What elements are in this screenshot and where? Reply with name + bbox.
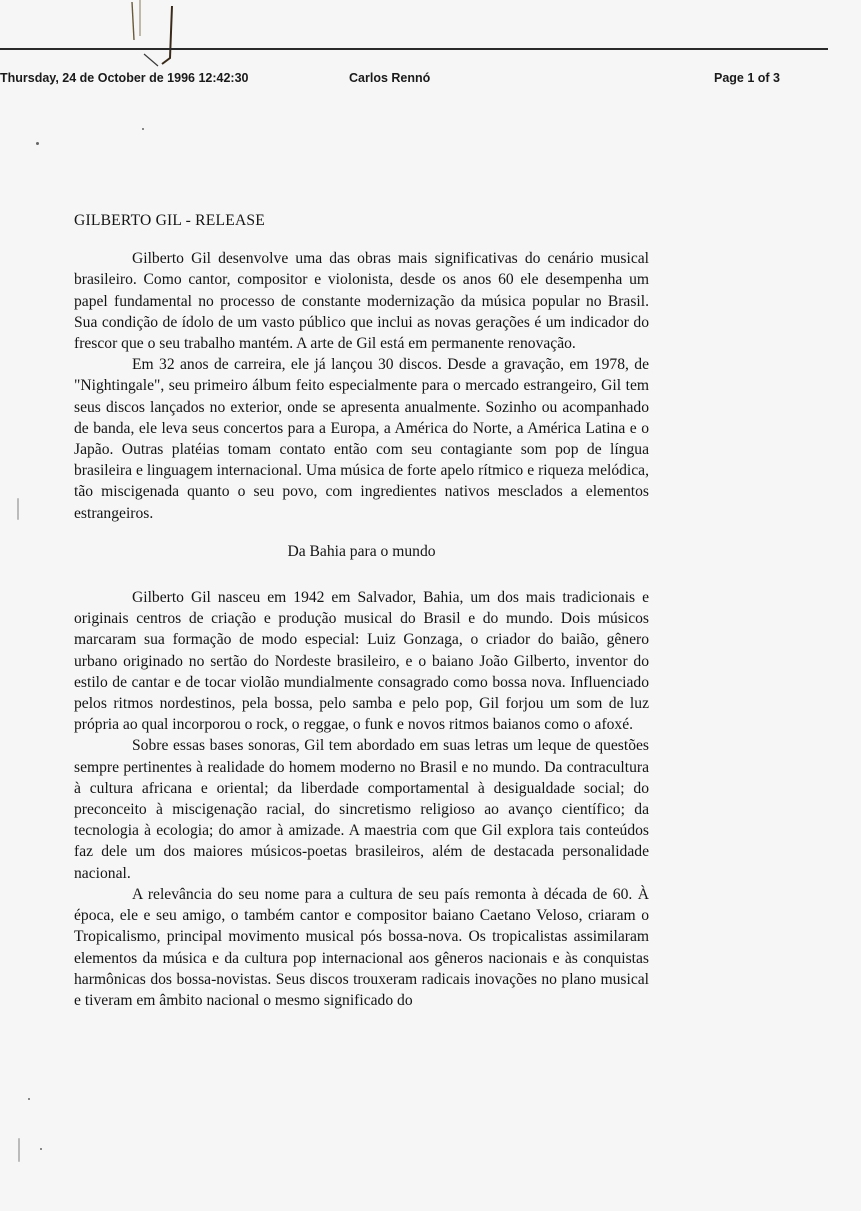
paragraph: Em 32 anos de carreira, ele já lançou 30 discos. Desde a gravação, em 1978, de "Nightingale", seu primeiro álbum feito especialmente para o mercado estrangeiro, Gil tem seus discos lançados no exterior, onde se apresenta anualmente. Sozinho ou acompanhado de banda, ele leva seus concertos para a Europa, a América do Norte, a América Latina e o Japão. Outras platéias tomam contato então com seu contagiante som pop de língua brasileira e linguagem internacional. Uma música de forte apelo rítmico e riqueza melódica, tão miscigenada quanto o seu povo, com ingredientes nativos mesclados a elementos estrangeiros.	[74, 356, 649, 522]
paragraph: Sobre essas bases sonoras, Gil tem abordado em suas letras um leque de questões sempre pertinentes à realidade do homem moderno no Brasil e no mundo. Da contracultura à cultura africana e oriental; da liberdade comportamental à desigualdade social; do preconceito à miscigenação racial, do sincretismo religioso ao avanço científico; da tecnologia à ecologia; do amor à amizade. A maestria com que Gil explora tais conteúdos faz dele um dos maiores músicos-poetas brasileiros, além de destacada personalidade nacional.	[74, 737, 649, 882]
paragraph: A relevância do seu nome para a cultura de seu país remonta à década de 60. À época, ele e seu amigo, o também cantor e compositor baiano Caetano Veloso, criaram o Tropicalismo, principal movimento musical pós bossa-nova. Os tropicalistas assimilaram elementos da música e da cultura pop internacional aos gêneros nacionais e às conquistas harmônicas dos bossa-novistas. Seus discos trouxeram radicais inovações no plano musical e tiveram em âmbito nacional o mesmo significado do	[74, 885, 649, 1009]
fax-date: Thursday, 24 de October de 1996 12:42:30	[0, 71, 249, 85]
scan-speck	[142, 128, 144, 130]
document-body	[74, 210, 649, 1011]
scan-speck	[17, 498, 19, 520]
paragraph: Gilberto Gil nasceu em 1942 em Salvador, Bahia, um dos mais tradicionais e originais centros de criação e produção musical do Brasil e do mundo. Dois músicos marcaram sua formação de modo especial: Luiz Gonzaga, o criador do baião, gênero urbano originado no sertão do Nordeste brasileiro, e o baiano João Gilberto, inventor do estilo de cantar e de tocar violão mundialmente consagrado como bossa nova. Influenciado pelos ritmos nordestinos, pela bossa, pelo samba e pelo pop, Gil forjou um som de luz própria ao qual incorporou o rock, o reggae, o funk e novos ritmos baianos como o afoxé.	[74, 589, 649, 734]
document-title: GILBERTO GIL - RELEASE	[74, 212, 265, 229]
scan-speck	[40, 1148, 42, 1150]
section-heading: Da Bahia para o mundo	[287, 542, 436, 560]
fax-header	[0, 71, 861, 91]
staple-mark	[128, 0, 178, 72]
fax-page-number: Page 1 of 3	[714, 71, 780, 85]
header-rule	[0, 48, 828, 50]
scan-speck	[18, 1138, 20, 1162]
fax-sender: Carlos Rennó	[349, 71, 431, 85]
scan-speck	[28, 1098, 30, 1100]
scan-speck	[36, 142, 39, 145]
paragraph: Gilberto Gil desenvolve uma das obras mais significativas do cenário musical brasileiro. Como cantor, compositor e violonista, desde os anos 60 ele desempenha um papel fundamental no processo de constante modernização da música popular no Brasil. Sua condição de ídolo de um vasto público que inclui as novas gerações é um indicador do frescor que o seu trabalho mantém. A arte de Gil está em permanente renovação.	[74, 250, 649, 353]
